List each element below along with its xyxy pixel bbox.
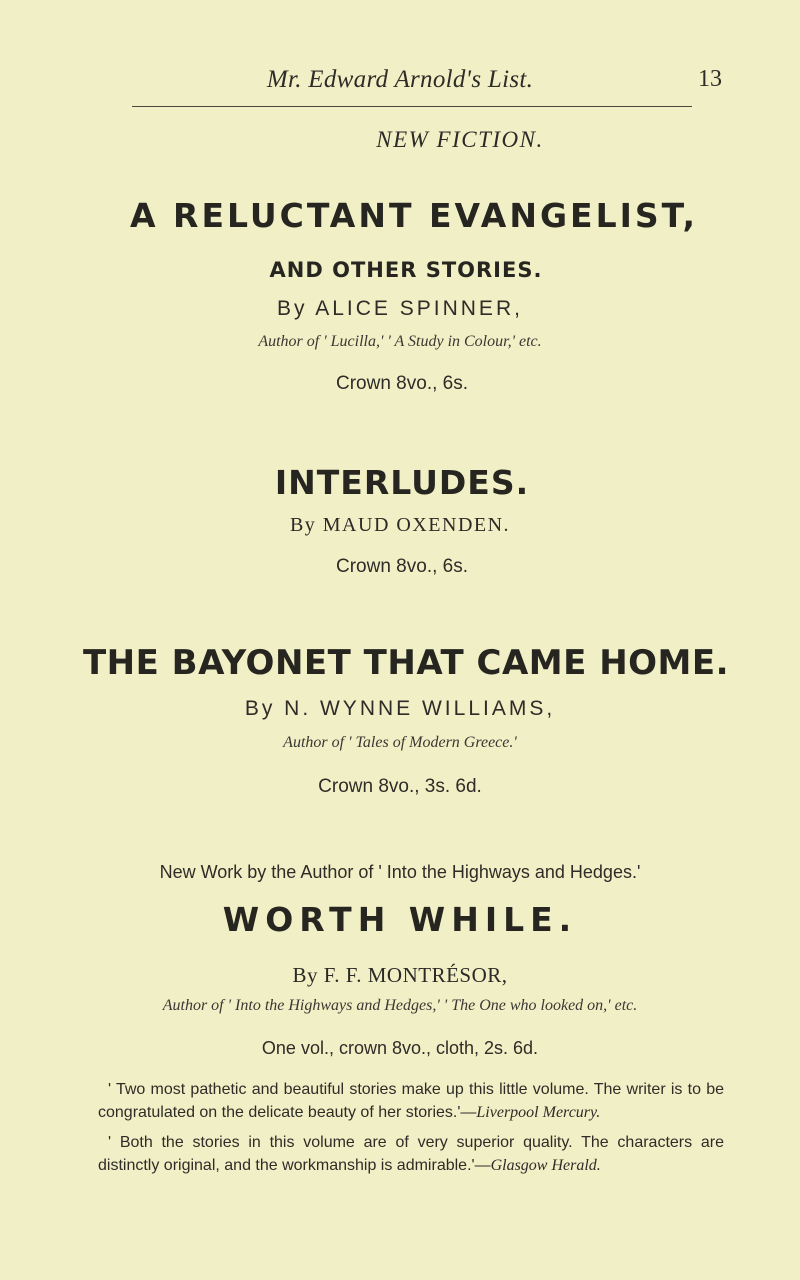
author-note: Author of ' Lucilla,' ' A Study in Colour,' etc. <box>258 333 542 350</box>
book-author: By ALICE SPINNER, <box>277 297 523 320</box>
page-number: 13 <box>698 66 722 92</box>
review-source: Glasgow Herald. <box>490 1157 601 1174</box>
review-source: Liverpool Mercury. <box>476 1104 601 1121</box>
author-note: Author of ' Into the Highways and Hedges,' ' The One who looked on,' etc. <box>162 997 638 1014</box>
author-note: Author of ' Tales of Modern Greece.' <box>283 734 517 751</box>
review-text: ' Both the stories in this volume are of very superior quality. The characters are distinctly original, and the workmanship is admirable.'— <box>98 1134 724 1174</box>
running-head <box>0 66 800 106</box>
book-title: INTERLUDES. <box>274 463 530 502</box>
review-text: ' Two most pathetic and beautiful stories make up this little volume. The writer is to be congratulated on the delicate beauty of her stories.'— <box>98 1081 724 1121</box>
book-author: By F. F. MONTRÉSOR, <box>292 963 508 987</box>
book-subtitle: AND OTHER STORIES. <box>269 258 543 282</box>
book-price: One vol., crown 8vo., cloth, 2s. 6d. <box>261 1038 539 1058</box>
book-title: WORTH WHILE. <box>222 900 578 939</box>
running-title: Mr. Edward Arnold's List. <box>266 66 534 93</box>
book-title: A RELUCTANT EVANGELIST, <box>130 196 698 235</box>
book-title: THE BAYONET THAT CAME HOME. <box>82 643 730 683</box>
book-price: Crown 8vo., 6s. <box>336 556 468 577</box>
book-author: By MAUD OXENDEN. <box>289 514 511 536</box>
book-intro: New Work by the Author of ' Into the Highways and Hedges.' <box>159 862 641 882</box>
review-quote <box>98 1078 724 1124</box>
book-author: By N. WYNNE WILLIAMS, <box>244 697 556 720</box>
section-heading: NEW FICTION. <box>376 127 544 152</box>
header-rule <box>132 106 692 107</box>
book-price: Crown 8vo., 3s. 6d. <box>318 776 482 797</box>
review-quote <box>98 1131 724 1177</box>
book-price: Crown 8vo., 6s. <box>336 373 468 394</box>
